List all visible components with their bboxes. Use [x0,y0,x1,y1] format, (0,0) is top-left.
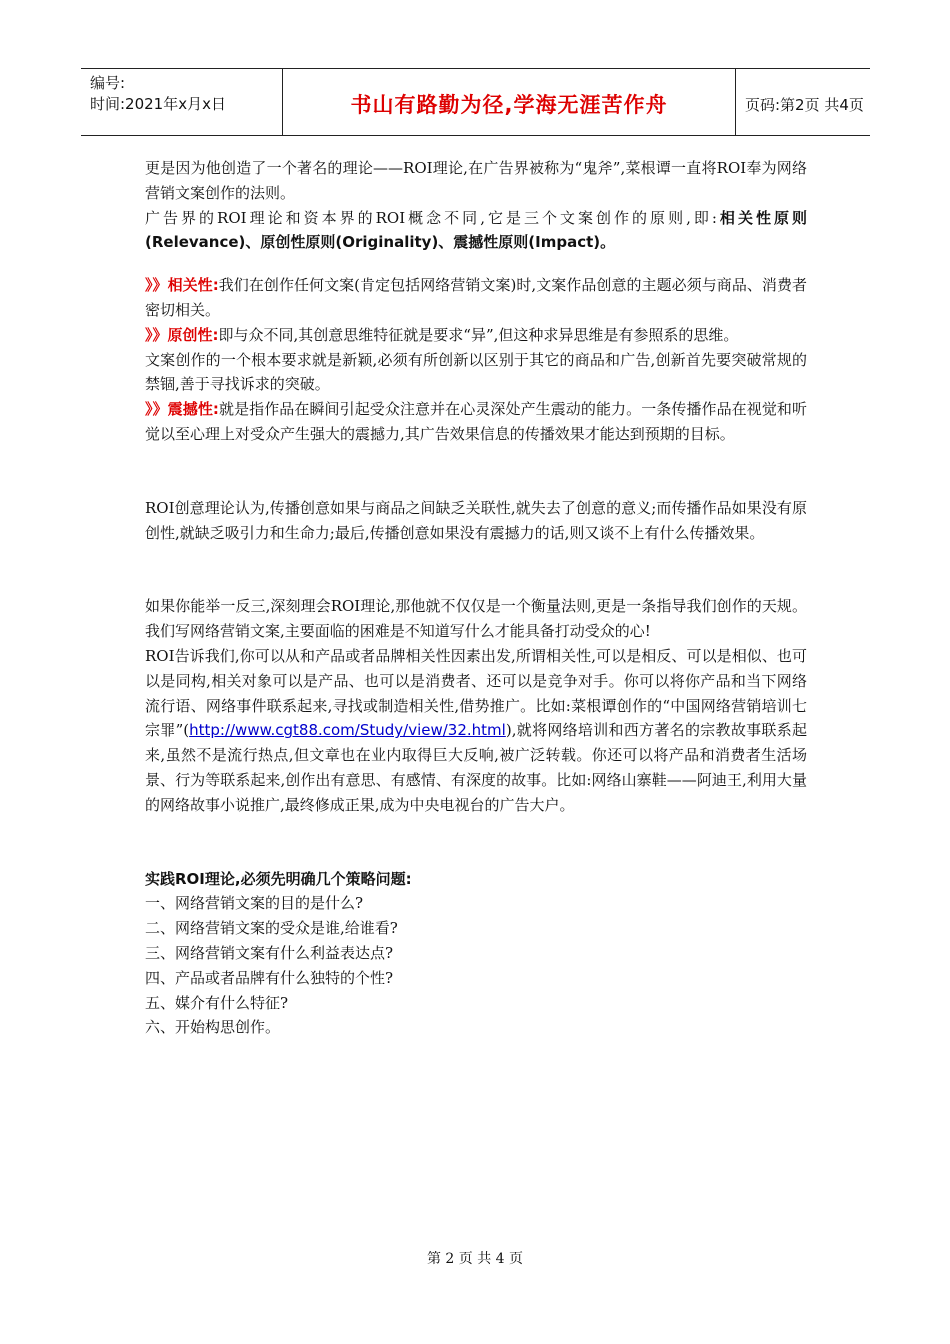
paragraph-impact [145,397,807,447]
paragraph-intro: 更是因为他创造了一个著名的理论——ROI理论,在广告界被称为“鬼斧”,菜根谭一直将ROI奉为网络营销文案创作的法则。 [145,159,807,202]
header-page-cell [736,69,870,135]
header-meta-cell [81,69,283,135]
roi-tell-text-1: ROI告诉我们,你可以从和产品或者品牌相关性因素出发,所谓相关性,可以是相反、可以是相似、也可以是同构,相关对象可以是产品、也可以是消费者、还可以是竞争对手。你可以将你产品和当下网络流行语、网络事件联系起来,寻找或制造相关性,借势推广。比如:菜根谭创作的“中国网络营销培训七宗罪”( [145,646,807,740]
date-line: 时间:2021年x月x日 [90,95,226,113]
header-motto-cell [283,69,736,135]
paragraph-if: 如果你能举一反三,深刻理会ROI理论,那他就不仅仅是一个衡量法则,更是一条指导我们创作的天规。我们写网络营销文案,主要面临的困难是不知道写什么才能具备打动受众的心! [145,597,807,641]
paragraph-innovation: 文案创作的一个根本要求就是新颖,必须有所创新以区别于其它的商品和广告,创新首先要突破常规的禁锢,善于寻找诉求的突破。 [145,350,807,394]
document-body [145,156,807,1040]
header-table [81,68,870,136]
page-info: 页码:第2页 共4页 [745,95,864,114]
paragraph-roi-tell [145,644,807,818]
doc-number-label: 编号: [90,74,126,92]
page-footer [0,1248,950,1268]
roi-tell-text-2: ),就将网络培训和西方著名的宗教故事联系起来,虽然不是流行热点,但文章也在业内取得巨大反响,被广泛转载。你还可以将产品和消费者生活场景、行为等联系起来,创作出有意思、有感情、有深度的故事。比如:网络山寨鞋——阿迪王,利用大量的网络故事小说推广,最终修成正果,成为中央电视台的广告大户。 [145,721,807,814]
impact-text: 就是指作品在瞬间引起受众注意并在心灵深处产生震动的能力。一条传播作品在视觉和听觉以至心理上对受众产生强大的震撼力,其广告效果信息的传播效果才能达到预期的目标。 [145,400,807,443]
strategy-item: 五、媒介有什么特征? [145,993,289,1012]
strategy-item: 三、网络营销文案有什么利益表达点? [145,943,394,962]
paragraph-originality [145,323,807,348]
strategy-item: 一、网络营销文案的目的是什么? [145,894,364,913]
impact-marker: 》》震撼性: [145,400,219,419]
roi-principles-text: 广告界的ROI理论和资本界的ROI概念不同,它是三个文案创作的原则,即: [145,208,717,227]
paragraph-roi-principles [145,206,807,256]
roi-principles-bold: 相关性原则(Relevance)、原创性原则(Originality)、震撼性原则(Impact)。 [145,208,807,252]
paragraph-relevance [145,273,807,323]
strategy-heading: 实践ROI理论,必须先明确几个策略问题: [145,869,412,888]
article-link[interactable]: http://www.cgt88.com/Study/view/32.html [189,721,506,740]
paragraph-roi-view: ROI创意理论认为,传播创意如果与商品之间缺乏关联性,就失去了创意的意义;而传播作品如果没有原创性,就缺乏吸引力和生命力;最后,传播创意如果没有震撼力的话,则又谈不上有什么传播效果。 [145,498,807,542]
footer-page-number: 第 2 页 共 4 页 [426,1251,524,1267]
strategy-item: 四、产品或者品牌有什么独特的个性? [145,968,394,987]
relevance-text: 我们在创作任何文案(肯定包括网络营销文案)时,文案作品创意的主题必须与商品、消费者密切相关。 [145,276,807,319]
strategy-item: 六、开始构思创作。 [145,1018,281,1037]
relevance-marker: 》》相关性: [145,276,219,295]
strategy-item: 二、网络营销文案的受众是谁,给谁看? [145,919,398,938]
motto-text: 书山有路勤为径,学海无涯苦作舟 [350,93,668,117]
originality-marker: 》》原创性: [145,325,219,344]
originality-text: 即与众不同,其创意思维特征就是要求“异”,但这种求异思维是有参照系的思维。 [218,325,739,344]
